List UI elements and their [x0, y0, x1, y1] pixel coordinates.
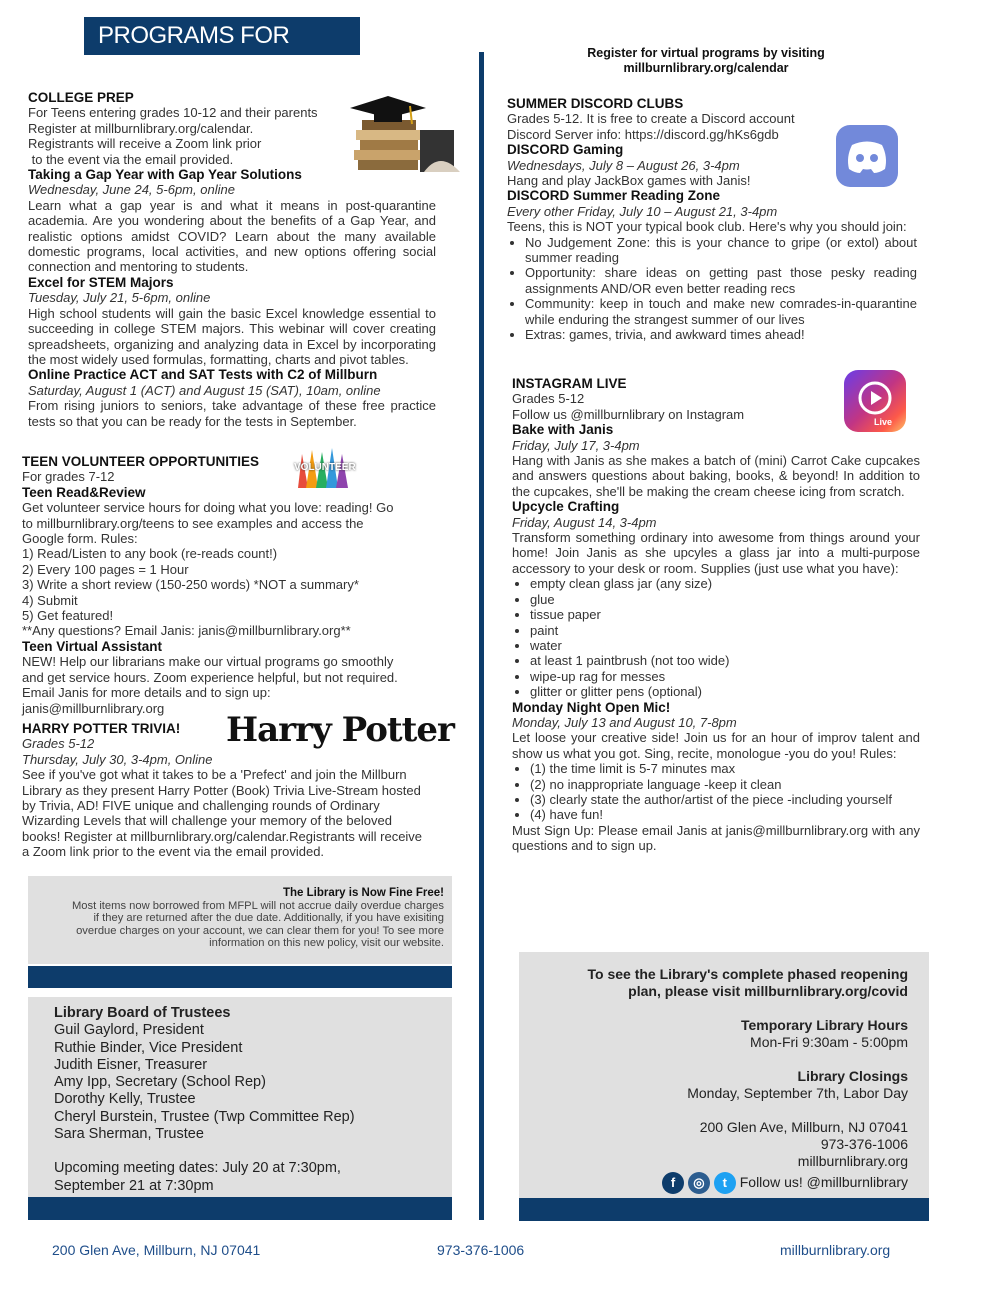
excel-date: Tuesday, July 21, 5-6pm, online: [28, 290, 211, 306]
read-review-title: Teen Read&Review: [22, 484, 146, 500]
read-review-line: 3) Write a short review (150-250 words) *NOT a summary*: [22, 577, 359, 593]
instagram-grades: Grades 5-12: [512, 391, 585, 407]
fine-free-bar: [28, 966, 452, 988]
college-prep-heading: COLLEGE PREP: [28, 90, 134, 105]
read-review-line: **Any questions? Email Janis: janis@millburnlibrary.org**: [22, 623, 351, 639]
discord-reading-desc: Teens, this is NOT your typical book club. Here's why you should join:: [507, 219, 907, 235]
discord-line: Grades 5-12. It is free to create a Discord account: [507, 111, 795, 127]
trustee-member: Sara Sherman, Trustee: [54, 1126, 204, 1143]
act-sat-date: Saturday, August 1 (ACT) and August 15 (SAT), 10am, online: [28, 382, 381, 398]
discord-line: Discord Server info: https://discord.gg/hKs6gdb: [507, 126, 779, 142]
discord-reading-date: Every other Friday, July 10 – August 21, 3-4pm: [507, 203, 778, 219]
reopening-line: To see the Library's complete phased reopening: [587, 966, 908, 982]
supply-item: • paint: [530, 623, 920, 638]
college-prep-intro: to the event via the email provided.: [28, 151, 234, 167]
open-mic-desc: Let loose your creative side! Join us for an hour of improv talent and show us what you got. Sing, recite, monologue -you do you! Rules:: [512, 730, 920, 761]
fine-free-line: if they are returned after the due date. Additionally, if you have exisiting: [93, 912, 444, 925]
hp-line: Library as they present Harry Potter (Book) Trivia Live-Stream hosted: [22, 782, 421, 798]
gap-year-desc: Learn what a gap year is and what it means in post-quarantine academia. Are you wondering about the benefits of a Gap Year, and realistic options amidst COVID? Learn about the many available domestic programs, local activities, and new options offering social connection and mentoring to students.: [28, 197, 436, 275]
hp-heading: HARRY POTTER TRIVIA!: [22, 721, 181, 736]
act-sat-desc: From rising juniors to seniors, take advantage of these free practice tests so that you can be ready for the tests in September.: [28, 398, 436, 429]
discord-gaming-title: DISCORD Gaming: [507, 142, 624, 158]
mic-rule: • (4) have fun!: [530, 807, 920, 822]
instagram-follow: Follow us @millburnlibrary on Instagram: [512, 406, 745, 422]
read-review-line: Get volunteer service hours for doing what you love: reading! Go: [22, 500, 394, 516]
trustees-box: [28, 997, 452, 1197]
reading-bullet: • Community: keep in touch and make new comrades-in-quarantine while enduring the strangest summer of our lives: [525, 296, 917, 327]
meeting-dates: Upcoming meeting dates: July 20 at 7:30pm,: [54, 1160, 341, 1177]
volunteer-hands-icon: [294, 448, 354, 490]
read-review-line: 4) Submit: [22, 592, 78, 608]
trustee-member: Amy Ipp, Secretary (School Rep): [54, 1074, 266, 1091]
open-mic-date: Monday, July 13 and August 10, 7-8pm: [512, 714, 737, 730]
register-link[interactable]: millburnlibrary.org/calendar: [623, 61, 789, 75]
trustee-member: Judith Eisner, Treasurer: [54, 1056, 208, 1073]
trustee-member: Ruthie Binder, Vice President: [54, 1039, 243, 1056]
bake-title: Bake with Janis: [512, 422, 614, 438]
register-line: Register for virtual programs by visiting: [587, 46, 825, 60]
supply-item: • empty clean glass jar (any size): [530, 576, 920, 591]
discord-reading-title: DISCORD Summer Reading Zone: [507, 188, 721, 204]
reopening-bar: [519, 1198, 929, 1221]
reading-bullet: • Opportunity: share ideas on getting past those pesky reading assignments AND/OR even better reading recs: [525, 265, 917, 296]
supply-item: • water: [530, 638, 920, 653]
read-review-line: 5) Get featured!: [22, 608, 114, 624]
read-review-line: 2) Every 100 pages = 1 Hour: [22, 561, 189, 577]
volunteer-section: [22, 454, 442, 716]
reading-bullet: • No Judgement Zone: this is your chance to gripe (or extol) about summer reading: [525, 235, 917, 266]
discord-heading: SUMMER DISCORD CLUBS: [507, 96, 684, 111]
read-review-line: 1) Read/Listen to any book (re-reads count!): [22, 546, 278, 562]
supply-item: • glue: [530, 592, 920, 607]
read-review-line: Google form. Rules:: [22, 531, 138, 547]
upcycle-date: Friday, August 14, 3-4pm: [512, 514, 657, 530]
box-address: 200 Glen Ave, Millburn, NJ 07041: [699, 1119, 908, 1135]
footer-phone: 973-376-1006: [437, 1242, 525, 1258]
open-mic-title: Monday Night Open Mic!: [512, 699, 671, 715]
college-prep-intro: Register at millburnlibrary.org/calendar.: [28, 120, 254, 136]
hp-line: books! Register at millburnlibrary.org/calendar.Registrants will receive: [22, 828, 423, 844]
trustee-member: Guil Gaylord, President: [54, 1022, 204, 1039]
facebook-icon[interactable]: f: [662, 1172, 684, 1194]
gap-year-date: Wednesday, June 24, 5-6pm, online: [28, 182, 235, 198]
register-note: [506, 46, 906, 76]
supply-item: • tissue paper: [530, 607, 920, 622]
mic-signup: Must Sign Up: Please email Janis at janis@millburnlibrary.org with any questions and to sign up.: [512, 822, 920, 854]
footer-website[interactable]: millburnlibrary.org: [780, 1242, 891, 1258]
fine-free-line: overdue charges on your account, we can clear them for you! To see more: [76, 924, 444, 937]
bake-date: Friday, July 17, 3-4pm: [512, 437, 640, 453]
fine-free-line: Most items now borrowed from MFPL will not accrue daily overdue charges: [71, 899, 444, 912]
hours-value: Mon-Fri 9:30am - 5:00pm: [750, 1034, 908, 1050]
trustee-member: Cheryl Burstein, Trustee (Twp Committee Rep): [54, 1108, 355, 1125]
graduation-books-icon: [340, 90, 465, 185]
supply-item: • at least 1 paintbrush (not too wide): [530, 653, 920, 668]
college-prep-intro: Registrants will receive a Zoom link prior: [28, 136, 262, 152]
reopening-box: [519, 952, 929, 1198]
reopening-line: plan, please visit millburnlibrary.org/covid: [628, 983, 908, 999]
excel-desc: High school students will gain the basic Excel knowledge essential to succeeding in college STEM majors. This webinar will cover creating spreadsheets, organizing and analyzing data in Excel by incorporating the most widely used formulas, formatting, charts and pivot tables.: [28, 305, 436, 367]
instagram-live-icon: [844, 370, 906, 432]
live-label: Live: [874, 417, 893, 427]
upcycle-title: Upcycle Crafting: [512, 499, 620, 515]
reading-bullet: • Extras: games, trivia, and awkward times ahead!: [525, 327, 917, 342]
mic-rule: • (3) clearly state the author/artist of the piece -including yourself: [530, 792, 920, 807]
volunteer-heading: TEEN VOLUNTEER OPPORTUNITIES: [22, 454, 260, 469]
act-sat-title: Online Practice ACT and SAT Tests with C2 of Millburn: [28, 367, 378, 383]
column-divider: [479, 52, 484, 1220]
upcycle-desc: Transform something ordinary into awesome from things around your home! Join Janis as she upcyles a glass jar into a multi-purpose accessory to your desk or room. Supplies (just use what you have):: [512, 530, 920, 576]
volunteer-badge-text: VOLUNTEER: [294, 462, 356, 473]
box-website[interactable]: millburnlibrary.org: [797, 1153, 908, 1169]
instagram-heading: INSTAGRAM LIVE: [512, 376, 627, 391]
discord-icon: [836, 125, 898, 187]
twitter-icon[interactable]: t: [714, 1172, 736, 1194]
hp-line: a Zoom link prior to the event via the email provided.: [22, 844, 325, 860]
hp-line: by Trivia, AD! FIVE unique and challenging rounds of Ordinary: [22, 798, 380, 814]
discord-gaming-desc: Hang and play JackBox games with Janis!: [507, 173, 751, 189]
closings-value: Monday, September 7th, Labor Day: [687, 1085, 908, 1101]
hours-title: Temporary Library Hours: [740, 1017, 908, 1033]
trustees-title: Library Board of Trustees: [54, 1005, 231, 1021]
virtual-assistant-title: Teen Virtual Assistant: [22, 638, 163, 654]
closings-title: Library Closings: [797, 1068, 908, 1084]
hp-grades: Grades 5-12: [22, 736, 95, 752]
hp-line: See if you've got what it takes to be a 'Prefect' and join the Millburn: [22, 767, 407, 783]
footer-address: 200 Glen Ave, Millburn, NJ 07041: [52, 1242, 261, 1258]
read-review-line: to millburnlibrary.org/teens to see examples and access the: [22, 515, 364, 531]
instagram-icon[interactable]: ◎: [688, 1172, 710, 1194]
meeting-dates: September 21 at 7:30pm: [54, 1177, 214, 1194]
mic-rule: • (2) no inappropriate language -keep it clean: [530, 777, 920, 792]
trustee-member: Dorothy Kelly, Trustee: [54, 1091, 196, 1108]
virtual-assistant-line: janis@millburnlibrary.org: [22, 700, 165, 716]
follow-us: Follow us! @millburnlibrary: [739, 1174, 908, 1190]
bake-desc: Hang with Janis as she makes a batch of (mini) Carrot Cake cupcakes and answers questions about baking, books, & beyond! In addition to the cupcakes, she'll be making the cream cheese icing from scratch.: [512, 453, 920, 499]
page-title: PROGRAMS FOR TEENS: [84, 17, 360, 55]
volunteer-grades: For grades 7-12: [22, 469, 115, 485]
virtual-assistant-line: and get service hours. Zoom experience helpful, but not required.: [22, 669, 398, 685]
fine-free-title: The Library is Now Fine Free!: [282, 887, 444, 899]
excel-title: Excel for STEM Majors: [28, 274, 174, 290]
virtual-assistant-line: NEW! Help our librarians make our virtual programs go smoothly: [22, 654, 394, 670]
supply-item: • wipe-up rag for messes: [530, 669, 920, 684]
instagram-section: [512, 376, 920, 854]
gap-year-title: Taking a Gap Year with Gap Year Solutions: [28, 167, 302, 183]
trustees-bar: [28, 1197, 452, 1220]
fine-free-box: [28, 876, 452, 964]
discord-gaming-date: Wednesdays, July 8 – August 26, 3-4pm: [507, 157, 740, 173]
mic-rule: • (1) the time limit is 5-7 minutes max: [530, 761, 920, 776]
college-prep-intro: For Teens entering grades 10-12 and their parents: [28, 105, 318, 121]
box-phone: 973-376-1006: [820, 1136, 908, 1152]
hp-date: Thursday, July 30, 3-4pm, Online: [22, 751, 213, 767]
supply-item: • glitter or glitter pens (optional): [530, 684, 920, 699]
hp-line: Wizarding Levels that will challenge your memory of the beloved: [22, 813, 392, 829]
virtual-assistant-line: Email Janis for more details and to sign up:: [22, 685, 271, 701]
harry-potter-logo: Harry Potter: [226, 710, 454, 750]
fine-free-line: information on this new policy, visit our website.: [209, 937, 444, 950]
